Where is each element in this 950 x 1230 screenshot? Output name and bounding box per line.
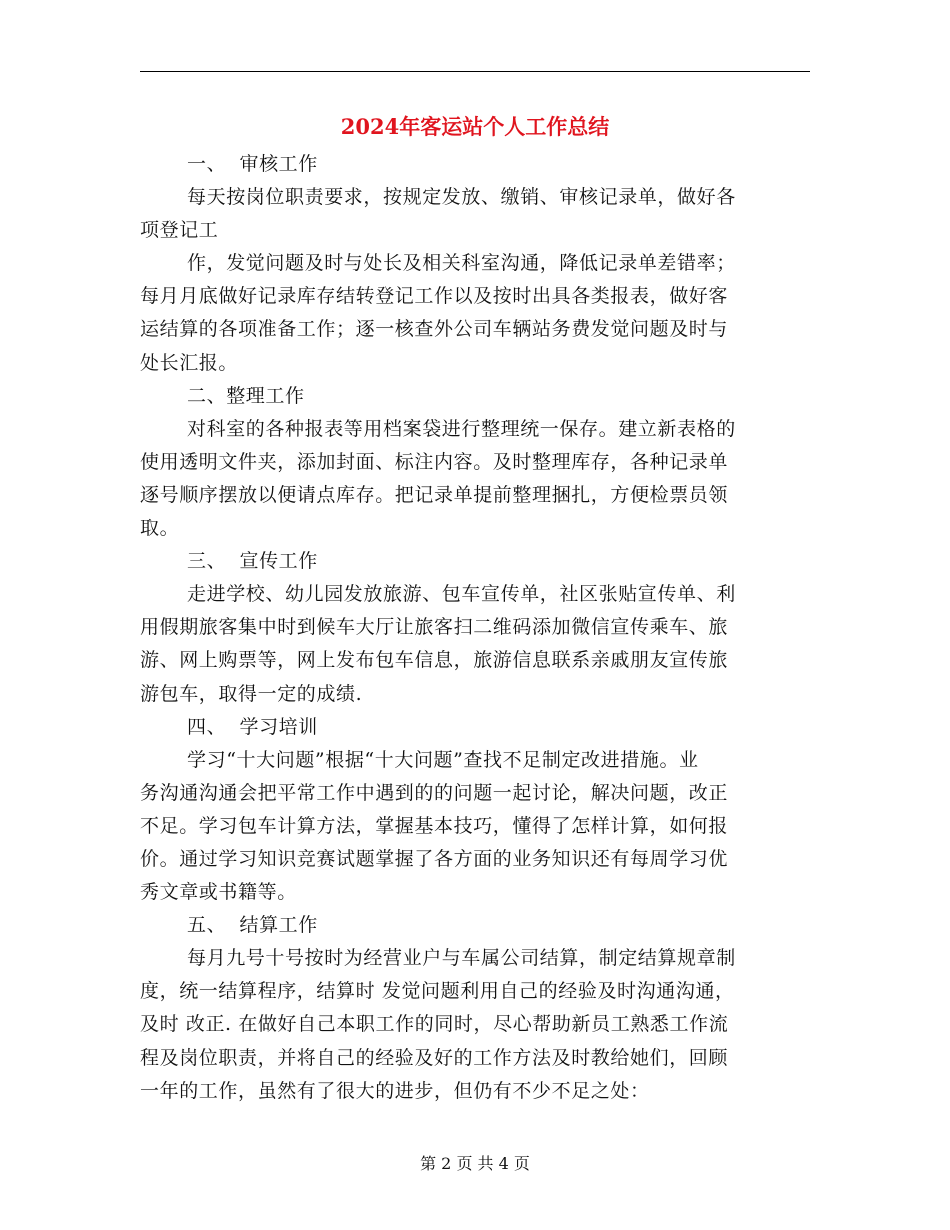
document-title: 2024年客运站个人工作总结 [340, 114, 610, 139]
body-text-line: 一、 审核工作 [187, 153, 318, 175]
body-text-line: 二、整理工作 [187, 384, 305, 407]
body-text-line: 四、 学习培训 [187, 715, 318, 738]
body-text-line: 每月月底做好记录库存结转登记工作以及按时出具各类报表，做好客 [140, 285, 729, 308]
body-text-line: 取。 [140, 517, 180, 540]
page-number-footer: 第 2 页 共 4 页 [420, 1154, 530, 1173]
body-text-line: 项登记工 [140, 219, 219, 242]
body-text-line: 不足。学习包车计算方法，掌握基本技巧，懂得了怎样计算，如何报 [140, 814, 729, 837]
body-text-line: 度，统一结算程序，结算时 发觉问题利用自己的经验及时沟通沟通， [140, 980, 735, 1003]
body-text-line: 使用透明文件夹，添加封面、标注内容。及时整理库存，各种记录单 [140, 450, 729, 473]
body-text-line: 三、 宣传工作 [187, 550, 318, 573]
body-text-line: 每天按岗位职责要求，按规定发放、缴销、审核记录单，做好各 [187, 186, 736, 209]
body-text-line: 对科室的各种报表等用档案袋进行整理统一保存。建立新表格的 [187, 417, 736, 440]
body-text-line: 务沟通沟通会把平常工作中遇到的的问题一起讨论，解决问题，改正 [140, 781, 729, 804]
header-rule [140, 71, 810, 72]
body-text-line: 每月九号十号按时为经营业户与车属公司结算，制定结算规章制 [187, 947, 736, 970]
body-text-line: 一年的工作，虽然有了很大的进步，但仍有不少不足之处： [140, 1079, 650, 1102]
body-text-line: 学习“十大问题”根据“十大问题”查找不足制定改进措施。业 [187, 748, 699, 771]
document-body [140, 148, 800, 1108]
body-text-line: 五、 结算工作 [187, 914, 318, 937]
body-text-line: 逐号顺序摆放以便请点库存。把记录单提前整理捆扎，方便检票员领 [140, 483, 729, 506]
body-text-line: 秀文章或书籍等。 [140, 881, 297, 904]
body-text-line: 作，发觉问题及时与处长及相关科室沟通，降低记录单差错率； [187, 252, 736, 275]
body-text-line: 程及岗位职责，并将自己的经验及好的工作方法及时教给她们，回顾 [140, 1046, 729, 1069]
body-text-line: 游包车，取得一定的成绩. [140, 682, 363, 705]
body-text-line: 走进学校、幼儿园发放旅游、包车宣传单，社区张贴宣传单、利 [187, 583, 736, 606]
body-text-line: 及时 改正. 在做好自己本职工作的同时，尽心帮助新员工熟悉工作流 [140, 1013, 729, 1036]
body-text-line: 价。通过学习知识竞赛试题掌握了各方面的业务知识还有每周学习优 [140, 847, 729, 870]
body-text-line: 运结算的各项准备工作；逐一核查外公司车辆站务费发觉问题及时与 [140, 318, 729, 341]
body-text-line: 处长汇报。 [140, 351, 239, 374]
body-text-line: 游、网上购票等，网上发布包车信息，旅游信息联系亲戚朋友宣传旅 [140, 649, 729, 672]
body-text-line: 用假期旅客集中时到候车大厅让旅客扫二维码添加微信宣传乘车、旅 [140, 616, 729, 639]
